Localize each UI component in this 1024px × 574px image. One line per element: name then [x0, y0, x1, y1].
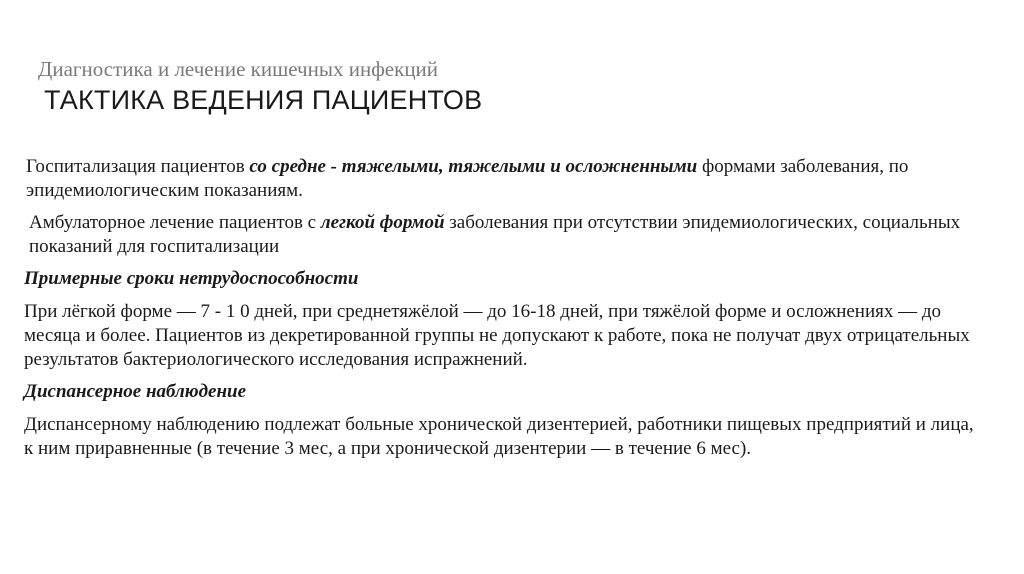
slide-header: [38, 56, 978, 116]
heading-disability-period: Примерные сроки нетрудоспособности: [24, 268, 359, 289]
outpatient-text-end: заболевания при отсутствии эпидемиологических, социальных показаний для госпитализации: [29, 212, 961, 257]
paragraph-follow-up: Диспансерному наблюдению подлежат больные хронической дизентерией, работники пищевых предприятий и лица, к ним приравненные (в течение 3 мес, а при хронической дизентерии — в течение 6 мес).: [24, 414, 974, 459]
paragraph-outpatient: [24, 211, 984, 259]
paragraph-disability-period: При лёгкой форме — 7 - 1 0 дней, при среднетяжёлой — до 16-18 дней, при тяжёлой форме и осложнениях — до месяца и более. Пациентов из декретированной группы не допускают к работе, пока не получат двух отрицательных результатов бактериологического исследования испражнений.: [24, 301, 970, 370]
slide-title: ТАКТИКА ВЕДЕНИЯ ПАЦИЕНТОВ: [44, 85, 483, 115]
heading-follow-up: Диспансерное наблюдение: [24, 381, 247, 402]
paragraph-hospitalization: [24, 155, 984, 203]
slide-subtitle: Диагностика и лечение кишечных инфекций: [38, 57, 439, 81]
outpatient-emphasis: легкой формой: [320, 212, 445, 233]
slide-body: [24, 155, 984, 469]
outpatient-text-start: Амбулаторное лечение пациентов с: [29, 212, 321, 233]
hospitalization-text-end: формами заболевания, по эпидемиологическим показаниям.: [26, 156, 909, 201]
hospitalization-emphasis: со средне - тяжелыми, тяжелыми и осложненными: [249, 156, 698, 177]
hospitalization-text-start: Госпитализация пациентов: [26, 156, 250, 177]
